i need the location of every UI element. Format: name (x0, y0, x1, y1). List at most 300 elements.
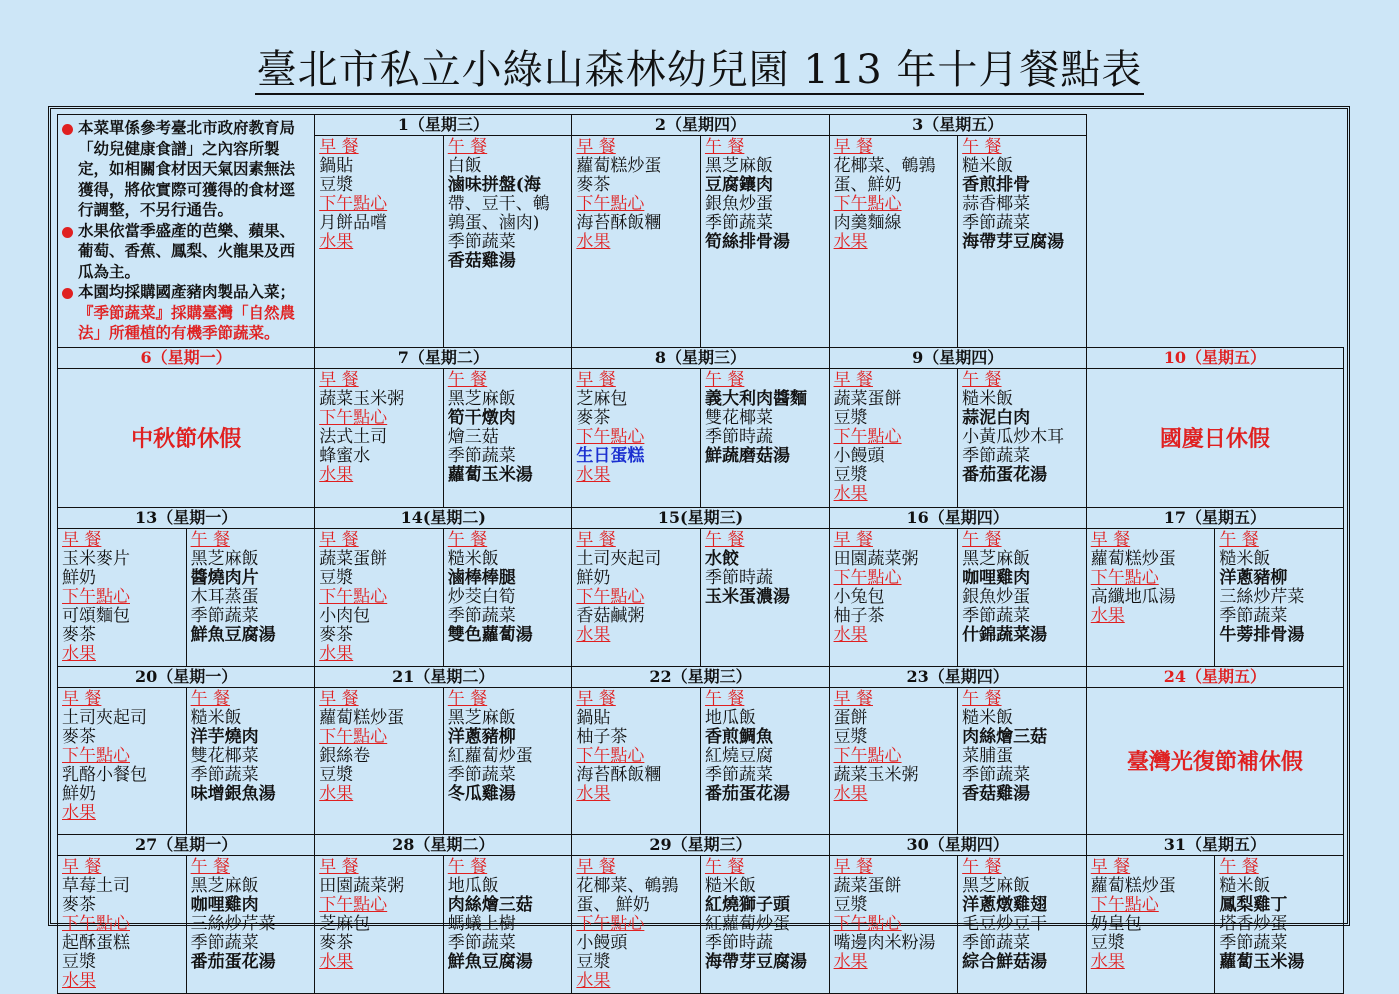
meal-label: 水果 (833, 783, 868, 804)
breakfast-snack-column (830, 369, 958, 507)
menu-item: 花椰菜、鵪鶉 (576, 875, 679, 896)
menu-item: 三絲炒芹菜 (1219, 586, 1305, 607)
menu-item: 黑芝麻飯 (190, 875, 259, 896)
day-header: 14(星期二) (315, 508, 571, 529)
menu-item: 白飯 (447, 156, 482, 176)
menu-item: 柚子茶 (576, 726, 628, 747)
menu-item: 蔬菜蛋餅 (833, 388, 902, 409)
menu-item: 可頌麵包 (62, 605, 130, 626)
menu-item: 季節蔬菜 (962, 764, 1031, 785)
breakfast-snack-column (315, 688, 443, 834)
menu-item: 蘿蔔玉米湯 (1219, 951, 1305, 972)
day-cell-16 (829, 507, 1086, 666)
day-header: 13（星期一） (58, 508, 314, 529)
lunch-column (443, 688, 572, 834)
meal-label: 水果 (319, 643, 354, 664)
meal-label: 午 餐 (1219, 529, 1259, 550)
menu-item: 滷棒棒腿 (447, 567, 516, 588)
menu-item: 季節蔬菜 (1219, 605, 1288, 626)
day-cell-2 (572, 115, 829, 348)
meal-label: 午 餐 (962, 369, 1002, 390)
menu-item: 香菇鹹粥 (576, 605, 645, 626)
day-cell-17 (1086, 507, 1343, 666)
menu-item: 玉米麥片 (62, 548, 130, 569)
day-header: 22（星期三） (572, 667, 828, 688)
meal-label: 下午點心 (576, 586, 645, 607)
menu-item: 季節時蔬 (704, 426, 773, 447)
menu-item: 季節蔬菜 (447, 932, 516, 953)
menu-item: 糙米飯 (447, 548, 499, 569)
menu-item: 塔香炒蛋 (1219, 913, 1288, 934)
day-header: 16（星期四） (830, 508, 1086, 529)
lunch-column (186, 856, 315, 993)
breakfast-snack-column (315, 529, 443, 666)
lunch-column (700, 369, 829, 507)
meal-label: 早 餐 (319, 529, 359, 550)
day-header: 8（星期三） (572, 348, 828, 369)
menu-item: 洋芋燒肉 (190, 726, 259, 747)
meal-label: 午 餐 (704, 856, 745, 877)
menu-item: 雙花椰菜 (704, 407, 773, 428)
holiday-label: 臺灣光復節補休假 (1126, 749, 1303, 775)
meal-label: 水果 (319, 464, 354, 485)
day-cell-23 (829, 666, 1086, 834)
menu-item: 蔬菜玉米粥 (319, 388, 405, 409)
meal-label: 早 餐 (62, 856, 102, 877)
menu-item: 鍋貼 (319, 156, 354, 176)
day-cell-13 (58, 507, 315, 666)
note-1: 本菜單係參考臺北市政府教育局「幼兒健康食譜」之內容所製定，如相關食材因天氣因素無法獲得，將依實際可獲得的食材逕行調整，不另行通告。 (62, 118, 310, 221)
meal-label: 下午點心 (319, 726, 388, 747)
meal-label: 下午點心 (319, 586, 388, 607)
meal-label: 水果 (833, 951, 868, 972)
lunch-column (957, 529, 1086, 666)
menu-item: 雙花椰菜 (190, 745, 259, 766)
menu-item: 燴三菇 (447, 426, 499, 447)
lunch-column (443, 136, 572, 347)
meal-label: 水果 (319, 232, 354, 252)
menu-item: 螞蟻上樹 (447, 913, 516, 934)
menu-item: 季節蔬菜 (447, 605, 516, 626)
day-header: 9（星期四） (830, 348, 1086, 369)
menu-item: 筍干燉肉 (447, 407, 516, 428)
meal-label: 下午點心 (1090, 567, 1159, 588)
menu-item: 糙米飯 (1219, 548, 1271, 569)
menu-item: 香煎鯛魚 (704, 726, 773, 747)
meal-label: 早 餐 (833, 856, 873, 877)
meal-label: 早 餐 (576, 529, 616, 550)
day-header: 31（星期五） (1087, 835, 1343, 856)
day-header: 28（星期二） (315, 835, 571, 856)
day-cell-28 (315, 834, 572, 993)
menu-item: 洋蔥豬柳 (1219, 567, 1288, 588)
menu-item: 季節蔬菜 (1219, 932, 1288, 953)
meal-label: 午 餐 (447, 529, 488, 550)
menu-item: 小黃瓜炒木耳 (962, 426, 1065, 447)
menu-item: 海苔酥飯糰 (576, 213, 662, 233)
day-header: 7（星期二） (315, 348, 571, 369)
holiday-label: 國慶日休假 (1159, 426, 1270, 452)
menu-item: 季節蔬菜 (447, 445, 516, 466)
menu-item: 香煎排骨 (962, 175, 1031, 195)
menu-item: 蘿蔔糕炒蛋 (319, 707, 405, 728)
meal-label: 水果 (576, 464, 611, 485)
menu-item: 鮮蔬磨菇湯 (704, 445, 790, 466)
menu-item: 土司夾起司 (576, 548, 662, 569)
day-cell-1 (315, 115, 572, 348)
meal-label: 下午點心 (576, 913, 645, 934)
menu-item: 季節蔬菜 (962, 445, 1031, 466)
meal-label: 水果 (833, 624, 868, 645)
menu-item: 海帶芽豆腐湯 (704, 951, 807, 972)
meal-label: 午 餐 (704, 369, 745, 390)
meal-label: 午 餐 (962, 137, 1002, 157)
menu-item: 小兔包 (833, 586, 885, 607)
breakfast-snack-column (830, 529, 958, 666)
meal-label: 早 餐 (576, 688, 616, 709)
lunch-column (957, 369, 1086, 507)
menu-item: 蔬菜玉米粥 (833, 764, 919, 785)
meal-label: 午 餐 (447, 137, 488, 157)
breakfast-snack-column (315, 136, 443, 347)
meal-label: 午 餐 (190, 688, 230, 709)
menu-item: 糙米飯 (190, 707, 242, 728)
meal-label: 午 餐 (447, 688, 488, 709)
menu-item: 蔬菜蛋餅 (833, 875, 902, 896)
meal-label: 午 餐 (704, 688, 745, 709)
meal-label: 水果 (576, 232, 611, 252)
meal-label: 早 餐 (62, 688, 102, 709)
meal-label: 早 餐 (319, 369, 359, 390)
menu-item: 麥茶 (62, 894, 96, 915)
menu-item: 豆漿 (62, 951, 96, 972)
menu-item: 季節蔬菜 (704, 764, 773, 785)
lunch-column (700, 856, 829, 993)
menu-item: 雙色蘿蔔湯 (447, 624, 533, 645)
meal-label: 午 餐 (962, 856, 1002, 877)
meal-label: 水果 (319, 951, 354, 972)
menu-item: 蒜泥白肉 (962, 407, 1031, 428)
note-3: 本園均採購國產豬肉製品入菜；『季節蔬菜』採購臺灣「自然農法」所種植的有機季節蔬菜。 (62, 282, 310, 344)
menu-item: 季節蔬菜 (190, 605, 259, 626)
menu-item: 牛蒡排骨湯 (1219, 624, 1305, 645)
menu-item: 筍絲排骨湯 (704, 232, 790, 252)
day-header: 23（星期四） (830, 667, 1086, 688)
menu-item: 蒜香椰菜 (962, 194, 1031, 214)
menu-item: 蘿蔔糕炒蛋 (1090, 875, 1176, 896)
menu-item: 蛋、 鮮奶 (576, 894, 650, 915)
meal-label: 早 餐 (319, 137, 359, 157)
menu-item: 咖哩雞肉 (190, 894, 259, 915)
meal-label: 午 餐 (962, 688, 1002, 709)
menu-item: 季節蔬菜 (447, 232, 516, 252)
lunch-column (957, 688, 1086, 834)
menu-item: 味增銀魚湯 (190, 783, 276, 804)
menu-item: 番茄蛋花湯 (962, 464, 1048, 485)
menu-item: 豆腐鑲肉 (704, 175, 773, 195)
menu-item: 季節時蔬 (704, 932, 773, 953)
day-header: 2（星期四） (572, 115, 828, 136)
day-cell-20 (58, 666, 315, 834)
menu-item: 糙米飯 (1219, 875, 1271, 896)
day-cell-7 (315, 347, 572, 507)
breakfast-snack-column (572, 688, 700, 834)
meal-label: 午 餐 (704, 137, 745, 157)
menu-item: 醬燒肉片 (190, 567, 259, 588)
meal-label: 早 餐 (576, 856, 616, 877)
day-header: 24（星期五） (1087, 667, 1343, 688)
lunch-column (1214, 529, 1343, 666)
day-cell-3 (829, 115, 1086, 348)
menu-item: 豆漿 (1090, 932, 1125, 953)
meal-label: 早 餐 (1090, 529, 1131, 550)
menu-item: 麥茶 (576, 407, 611, 428)
menu-item: 麥茶 (319, 932, 354, 953)
menu-item: 義大利肉醬麵 (704, 388, 807, 409)
meal-label: 水果 (62, 643, 96, 664)
lunch-column (1214, 856, 1343, 993)
day-header: 17（星期五） (1087, 508, 1343, 529)
bullet-icon (62, 288, 73, 299)
menu-item: 豆漿 (319, 175, 354, 195)
day-header: 29（星期三） (572, 835, 828, 856)
menu-item: 香菇雞湯 (447, 251, 516, 271)
meal-label: 早 餐 (833, 369, 873, 390)
day-cell-24 (1086, 666, 1343, 834)
breakfast-snack-column (572, 369, 700, 507)
day-header: 15(星期三) (572, 508, 828, 529)
menu-item: 三絲炒芹菜 (190, 913, 276, 934)
meal-label: 下午點心 (576, 426, 645, 447)
meal-label: 早 餐 (576, 369, 616, 390)
menu-item: 嘴邊肉米粉湯 (833, 932, 936, 953)
menu-item: 水餃 (704, 548, 739, 569)
menu-item: 奶皇包 (1090, 913, 1142, 934)
menu-item: 蛋、鮮奶 (833, 175, 902, 195)
menu-item: 季節蔬菜 (190, 932, 259, 953)
day-header: 6（星期一） (58, 348, 314, 369)
menu-item: 麥茶 (62, 624, 96, 645)
menu-item: 生日蛋糕 (576, 445, 645, 466)
breakfast-snack-column (572, 529, 700, 666)
menu-item: 乳酪小餐包 (62, 764, 147, 785)
menu-item: 紅燒豆腐 (704, 745, 773, 766)
day-header: 3（星期五） (830, 115, 1086, 136)
meal-label: 午 餐 (447, 369, 488, 390)
page-title: 臺北市私立小綠山森林幼兒園 113 年十月餐點表 (256, 47, 1143, 93)
meal-label: 下午點心 (576, 745, 645, 766)
day-cell-6 (58, 347, 315, 507)
bullet-icon (62, 227, 73, 238)
meal-label: 午 餐 (447, 856, 488, 877)
day-cell-31 (1086, 834, 1343, 993)
meal-label: 水果 (1090, 605, 1125, 626)
meal-label: 早 餐 (1090, 856, 1131, 877)
meal-label: 早 餐 (62, 529, 102, 550)
menu-item: 鳳梨雞丁 (1219, 894, 1288, 915)
menu-item: 豆漿 (319, 764, 354, 785)
menu-item: 炒茭白筍 (447, 586, 516, 607)
meal-label: 水果 (576, 624, 611, 645)
meal-label: 早 餐 (576, 137, 616, 157)
menu-item: 黑芝麻飯 (447, 388, 516, 409)
menu-item: 黑芝麻飯 (962, 548, 1031, 569)
menu-item: 帶、豆干、鵪 (447, 194, 550, 214)
meal-label: 下午點心 (62, 586, 130, 607)
day-header: 30（星期四） (830, 835, 1086, 856)
meal-label: 早 餐 (833, 688, 873, 709)
menu-item: 法式土司 (319, 426, 388, 447)
meal-label: 午 餐 (190, 529, 230, 550)
menu-item: 鮮魚豆腐湯 (190, 624, 276, 645)
meal-label: 水果 (1090, 951, 1125, 972)
menu-item: 紅蘿蔔炒蛋 (447, 745, 533, 766)
lunch-column (700, 136, 829, 347)
meal-label: 水果 (576, 970, 611, 991)
day-header: 10（星期五） (1087, 348, 1343, 369)
menu-item: 地瓜飯 (704, 707, 756, 728)
menu-item: 銀魚炒蛋 (704, 194, 773, 214)
menu-item: 木耳蒸蛋 (190, 586, 259, 607)
menu-item: 起酥蛋糕 (62, 932, 130, 953)
meal-label: 水果 (319, 783, 354, 804)
menu-item: 肉絲燴三菇 (962, 726, 1048, 747)
menu-item: 季節時蔬 (704, 567, 773, 588)
menu-item: 花椰菜、鵪鶉 (833, 156, 936, 176)
menu-item: 什錦蔬菜湯 (962, 624, 1048, 645)
menu-item: 蛋餅 (833, 707, 868, 728)
lunch-column (700, 688, 829, 834)
menu-item: 小饅頭 (833, 445, 885, 466)
menu-item: 蜂蜜水 (319, 445, 371, 466)
menu-item: 肉絲燴三菇 (447, 894, 533, 915)
menu-item: 田園蔬菜粥 (833, 548, 919, 569)
menu-item: 季節蔬菜 (962, 932, 1031, 953)
menu-item: 鮮奶 (62, 567, 96, 588)
day-cell-22 (572, 666, 829, 834)
lunch-column (443, 856, 572, 993)
menu-table (57, 114, 1344, 994)
day-cell-9 (829, 347, 1086, 507)
menu-item: 紅燒獅子頭 (704, 894, 790, 915)
notes-cell (58, 115, 315, 348)
menu-item: 洋蔥豬柳 (447, 726, 516, 747)
menu-item: 高纖地瓜湯 (1090, 586, 1176, 607)
meal-label: 水果 (576, 783, 611, 804)
menu-item: 咖哩雞肉 (962, 567, 1031, 588)
menu-item: 季節蔬菜 (190, 764, 259, 785)
menu-item: 糙米飯 (962, 388, 1014, 409)
menu-item: 海帶芽豆腐湯 (962, 232, 1065, 252)
meal-label: 下午點心 (319, 407, 388, 428)
lunch-column (957, 856, 1086, 993)
menu-item: 香菇雞湯 (962, 783, 1031, 804)
menu-item: 豆漿 (833, 407, 868, 428)
menu-item: 番茄蛋花湯 (190, 951, 276, 972)
lunch-column (443, 529, 572, 666)
day-cell-29 (572, 834, 829, 993)
menu-item: 黑芝麻飯 (704, 156, 773, 176)
breakfast-snack-column (1087, 856, 1215, 993)
menu-item: 豆漿 (833, 464, 868, 485)
breakfast-snack-column (58, 688, 186, 834)
meal-label: 早 餐 (833, 137, 873, 157)
holiday-label: 中秋節休假 (131, 426, 242, 452)
meal-label: 下午點心 (62, 745, 130, 766)
day-cell-8 (572, 347, 829, 507)
menu-item: 黑芝麻飯 (190, 548, 259, 569)
meal-label: 下午點心 (1090, 894, 1159, 915)
breakfast-snack-column (58, 529, 186, 666)
meal-label: 下午點心 (833, 194, 902, 214)
breakfast-snack-column (830, 688, 958, 834)
menu-item: 小肉包 (319, 605, 371, 626)
meal-label: 午 餐 (962, 529, 1002, 550)
lunch-column (443, 369, 572, 507)
meal-label: 下午點心 (62, 913, 130, 934)
menu-item: 麥茶 (576, 175, 611, 195)
meal-label: 下午點心 (319, 894, 388, 915)
meal-label: 下午點心 (833, 745, 902, 766)
lunch-column (700, 529, 829, 666)
menu-item: 豆漿 (319, 567, 354, 588)
menu-item: 蘿蔔玉米湯 (447, 464, 533, 485)
breakfast-snack-column (572, 856, 700, 993)
menu-item: 柚子茶 (833, 605, 885, 626)
meal-label: 午 餐 (1219, 856, 1259, 877)
menu-item: 芝麻包 (576, 388, 628, 409)
menu-item: 冬瓜雞湯 (447, 783, 516, 804)
note-2: 水果依當季盛產的芭樂、蘋果、葡萄、香蕉、鳳梨、火龍果及西瓜為主。 (62, 221, 310, 283)
meal-label: 下午點心 (833, 913, 902, 934)
menu-item: 鮮奶 (576, 567, 611, 588)
menu-item: 滷味拼盤(海 (447, 175, 541, 195)
day-header: 21（星期二） (315, 667, 571, 688)
day-cell-10 (1086, 347, 1343, 507)
menu-item: 玉米蛋濃湯 (704, 586, 790, 607)
breakfast-snack-column (830, 136, 958, 347)
menu-item: 銀魚炒蛋 (962, 586, 1031, 607)
menu-item: 季節蔬菜 (447, 764, 516, 785)
menu-item: 紅蘿蔔炒蛋 (704, 913, 790, 934)
day-cell-27 (58, 834, 315, 993)
lunch-column (957, 136, 1086, 347)
lunch-column (186, 688, 315, 834)
menu-item: 洋蔥燉雞翅 (962, 894, 1048, 915)
menu-item: 糙米飯 (962, 707, 1014, 728)
menu-item: 鮮奶 (62, 783, 96, 804)
meal-label: 下午點心 (833, 426, 902, 447)
bullet-icon (62, 124, 73, 135)
menu-item: 土司夾起司 (62, 707, 147, 728)
menu-item: 田園蔬菜粥 (319, 875, 405, 896)
menu-item: 麥茶 (319, 624, 354, 645)
menu-item: 季節蔬菜 (962, 605, 1031, 626)
menu-item: 季節蔬菜 (962, 213, 1031, 233)
menu-item: 鮮魚豆腐湯 (447, 951, 533, 972)
meal-label: 下午點心 (576, 194, 645, 214)
menu-item: 鶉蛋、滷肉) (447, 213, 540, 233)
day-cell-30 (829, 834, 1086, 993)
menu-item: 肉羹麵線 (833, 213, 902, 233)
menu-frame (48, 106, 1350, 991)
meal-label: 午 餐 (704, 529, 745, 550)
breakfast-snack-column (1087, 529, 1215, 666)
menu-item: 銀絲卷 (319, 745, 371, 766)
menu-item: 小饅頭 (576, 932, 628, 953)
day-header: 27（星期一） (58, 835, 314, 856)
menu-item: 黑芝麻飯 (447, 707, 516, 728)
